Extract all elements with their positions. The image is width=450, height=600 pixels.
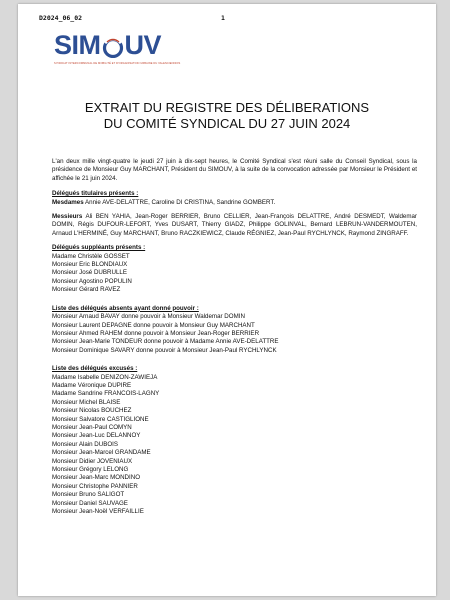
section-heading-absents: Liste des délégués absents ayant donné pouvoir : [52,304,199,312]
list-item: Monsieur Arnaud BAVAY donne pouvoir à Monsieur Waldemar DOMIN [52,313,245,321]
title-line-1: EXTRAIT DU REGISTRE DES DÉLIBERATIONS [84,100,370,115]
list-item: Monsieur Gérard RAVEZ [52,286,121,294]
mesdames-names: Annie AVE-DELATTRE, Caroline DI CRISTINA, Sandrine GOMBERT. [85,198,276,206]
mesdames-line [52,199,417,207]
document-reference: D2024_06_02 [39,14,83,22]
list-item: Monsieur Daniel SAUVAGE [52,499,128,507]
messieurs-label: Messieurs [52,213,83,221]
list-item: Monsieur Ahmed RAHEM donne pouvoir à Monsieur Jean-Roger BERRIER [52,329,260,337]
document-title [18,100,436,132]
document-page [18,4,436,596]
list-item: Madame Isabelle DENIZON-ZAWIEJA [52,373,158,381]
list-item: Monsieur Jean-Marc MONDINO [52,474,141,482]
section-heading-suppleants: Délégués suppléants présents : [52,244,146,252]
list-item: Monsieur Dominique SAVARY donne pouvoir à Monsieur Jean-Paul RYCHLYNCK [52,346,277,354]
list-item: Monsieur Salvatore CASTIGLIONE [52,415,149,423]
list-item: Madame Véronique DUPIRE [52,381,132,389]
logo-wordmark [54,30,180,60]
list-item: Monsieur Eric BLONDIAUX [52,261,128,269]
logo-letters-right: UV [124,30,162,60]
list-item: Monsieur Michel BLAISE [52,398,121,406]
page-number: 1 [221,14,225,22]
list-item: Monsieur Jean-Luc DELANNOY [52,432,141,440]
list-item: Monsieur Christophe PANNIER [52,482,138,490]
logo-subtitle: SYNDICAT INTERCOMMUNAL DE MOBILITÉ ET D'ORGANISATION URBAINE DU VALENCIENNOIS [54,62,181,65]
messieurs-line [52,213,417,238]
list-item: Madame Sandrine FRANCOIS-LAGNY [52,390,160,398]
list-item: Monsieur Jean-Marcel GRANDAME [52,449,151,457]
document-body [52,158,417,516]
logo-o-icon [102,34,124,56]
list-item: Monsieur Nicolas BOUCHEZ [52,407,132,415]
intro-paragraph: L'an deux mille vingt-quatre le jeudi 27 juin à dix-sept heures, le Comité Syndical s'est réuni salle du Conseil Syndical, sous la présidence de Monsieur Guy MARCHANT, Président du SIMOUV, à la suite de la convocation adressée par Monsieur le Président et affichée le 21 juin 2024. [52,158,417,182]
section-heading-titulaires: Délégués titulaires présents : [52,190,139,198]
list-item: Monsieur Bruno SALIGOT [52,491,125,499]
list-item: Monsieur Laurent DEPAGNE donne pouvoir à Monsieur Guy MARCHANT [52,321,255,329]
mesdames-label: Mesdames [52,198,84,206]
list-item: Monsieur Jean-Noël VERFAILLIE [52,508,144,516]
list-item: Monsieur José DUBRULLE [52,269,127,277]
list-item: Monsieur Alain DUBOIS [52,440,119,448]
list-item: Monsieur Didier JOVENIAUX [52,457,133,465]
simouv-logo [54,30,180,66]
list-item: Monsieur Jean-Paul COMYN [52,423,132,431]
list-item: Madame Christèle GOSSET [52,252,130,260]
section-heading-excuses: Liste des délégués excusés : [52,365,138,373]
logo-letters-left: SIM [54,30,101,60]
messieurs-names: Ali BEN YAHIA, Jean-Roger BERRIER, Bruno CELLIER, Jean-François DELATTRE, André DESMEDT, Waldemar DOMIN, Régis DUFOUR-LEFORT, Yves DUSART, Thierry GIADZ, Philippe GOLINVAL, Bernard LEBRUN-VANDERMOUTEN, Arnaud L'HERMINÉ, Guy MARCHANT, Bruno RACZKIEWICZ, Claude RÉGNIEZ, Jean-Paul RYCHLYNCK, Raymond ZINGRAFF. [52,213,417,237]
list-item: Monsieur Agostino POPULIN [52,277,132,285]
title-line-2: DU COMITÉ SYNDICAL DU 27 JUIN 2024 [103,116,351,131]
list-item: Monsieur Grégory LELONG [52,466,129,473]
list-item: Monsieur Jean-Marie TONDEUR donne pouvoir à Madame Annie AVE-DELATTRE [52,338,279,346]
